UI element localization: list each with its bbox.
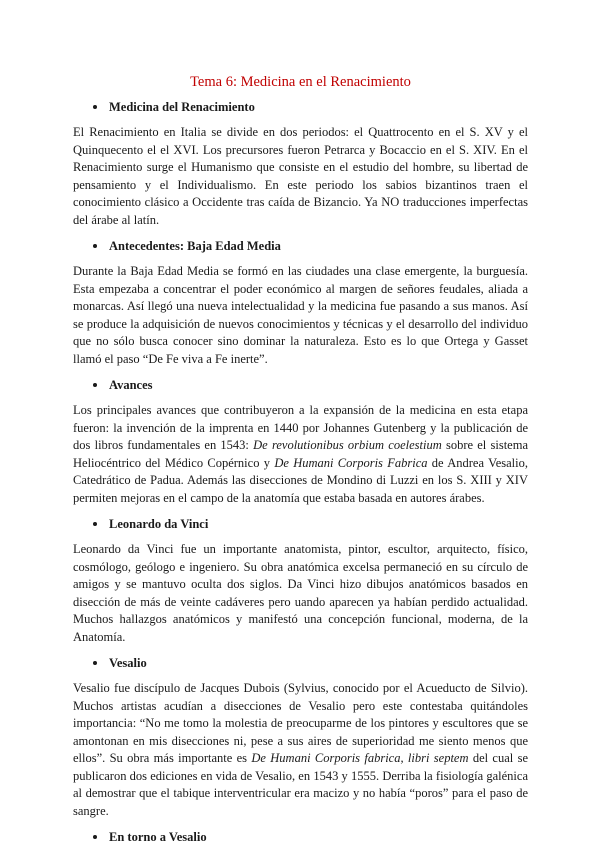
book-title: De revolutionibus orbium coelestium bbox=[253, 438, 442, 452]
bullet-icon bbox=[93, 244, 97, 248]
section-heading bbox=[73, 237, 528, 255]
book-title: De Humani Corporis Fabrica bbox=[274, 455, 428, 470]
section-heading bbox=[73, 828, 528, 846]
bullet-icon bbox=[93, 661, 97, 665]
section-heading-text: Leonardo da Vinci bbox=[109, 517, 209, 531]
section-heading-text: Vesalio bbox=[109, 656, 147, 670]
section-heading bbox=[73, 98, 528, 116]
paragraph-text: del cual se publicaron dos ediciones en vida de Vesalio, en 1543 y 1555. Derriba la fisiología galénica al demostrar que el tabique interventricular era macizo y no había “poros” para el paso de sangre. bbox=[73, 751, 528, 818]
section-paragraph bbox=[73, 402, 528, 507]
section-heading bbox=[73, 376, 528, 394]
paragraph-text: de Andrea Vesalio, Catedrático de Padua. Además las disecciones de Mondino di Luzzi en los S. XIII y XIV permiten mejoras en el campo de la anatomía que estaba basada en autores árabes. bbox=[73, 455, 528, 505]
section-heading-text: Avances bbox=[109, 378, 153, 392]
section-heading bbox=[73, 654, 528, 672]
section-heading-text: Medicina del Renacimiento bbox=[109, 100, 255, 114]
section-paragraph: Leonardo da Vinci fue un importante anatomista, pintor, escultor, arquitecto, físico, cosmólogo, geólogo e ingeniero. Su obra anatómica excelsa permaneció en su círculo de amigos y se mantuvo oculta dos siglos. Da Vinci hizo dibujos anatómicos basados en disección de más de veinte cadáveres pero uando aparecen ya habían perdido actualidad. Muchos hallazgos anatómicos y manifestó una concepción funcional, moderna, de la Anatomía. bbox=[73, 542, 528, 644]
page-title: Tema 6: Medicina en el Renacimiento bbox=[190, 74, 411, 90]
section-paragraph bbox=[73, 680, 528, 820]
section-heading bbox=[73, 515, 528, 533]
book-title: De Humani Corporis fabrica, libri septem bbox=[251, 751, 469, 765]
paragraph-text: Vesalio fue discípulo de Jacques Dubois (Sylvius, conocido por el Acueducto de Silvio). Muchos artistas acudían a disecciones de Vesalio pero este contestaba quitándoles importancia: “No me tomo la molestia de preocuparme de los pintores y escultores que se amontonan en mis disecciones ni, pese a sus aires de superioridad me siento menos que ellos”. Su obra más importante es bbox=[73, 681, 528, 765]
section-paragraph: Durante la Baja Edad Media se formó en las ciudades una clase emergente, la burguesía. Esta empezaba a concentrar el poder económico al margen de señores feudales, aliada a monarcas. Así llegó una nueva intelectualidad y la medicina fue pasando a sus manos. Así se produce la adquisición de nuevos conocimientos y técnicas y el desarrollo del individuo que no sólo busca conocer sino dominar la naturaleza. Esto es lo que Ortega y Gasset llamó el paso “De Fe viva a Fe inerte”. bbox=[73, 264, 528, 366]
paragraph-text: Los principales avances que contribuyeron a la expansión de la medicina en esta etapa fueron: la invención de la imprenta en 1440 por Johannes Gutenberg y la publicación de dos libros fundamentales en 1543: bbox=[73, 403, 528, 452]
bullet-icon bbox=[93, 835, 97, 839]
bullet-icon bbox=[93, 383, 97, 387]
bullet-icon bbox=[93, 522, 97, 526]
section-heading-text: Antecedentes: Baja Edad Media bbox=[109, 239, 281, 253]
bullet-icon bbox=[93, 105, 97, 109]
section-heading-text: En torno a Vesalio bbox=[109, 830, 207, 844]
paragraph-text: sobre el sistema Heliocéntrico del Médico Copérnico y bbox=[73, 438, 529, 470]
section-paragraph: El Renacimiento en Italia se divide en dos periodos: el Quattrocento en el S. XV y el Quinquecento el el XVI. Los precursores fueron Petrarca y Bocaccio en el S. XIV. En el Renacimiento surge el Humanismo que consiste en el estudio del hombre, su libertad de pensamiento y el Individualismo. En este periodo los sabios bizantinos traen el conocimiento clásico a Occidente tras caída de Bizancio. Ya NO traducciones imperfectas del árabe al latín. bbox=[73, 125, 528, 227]
